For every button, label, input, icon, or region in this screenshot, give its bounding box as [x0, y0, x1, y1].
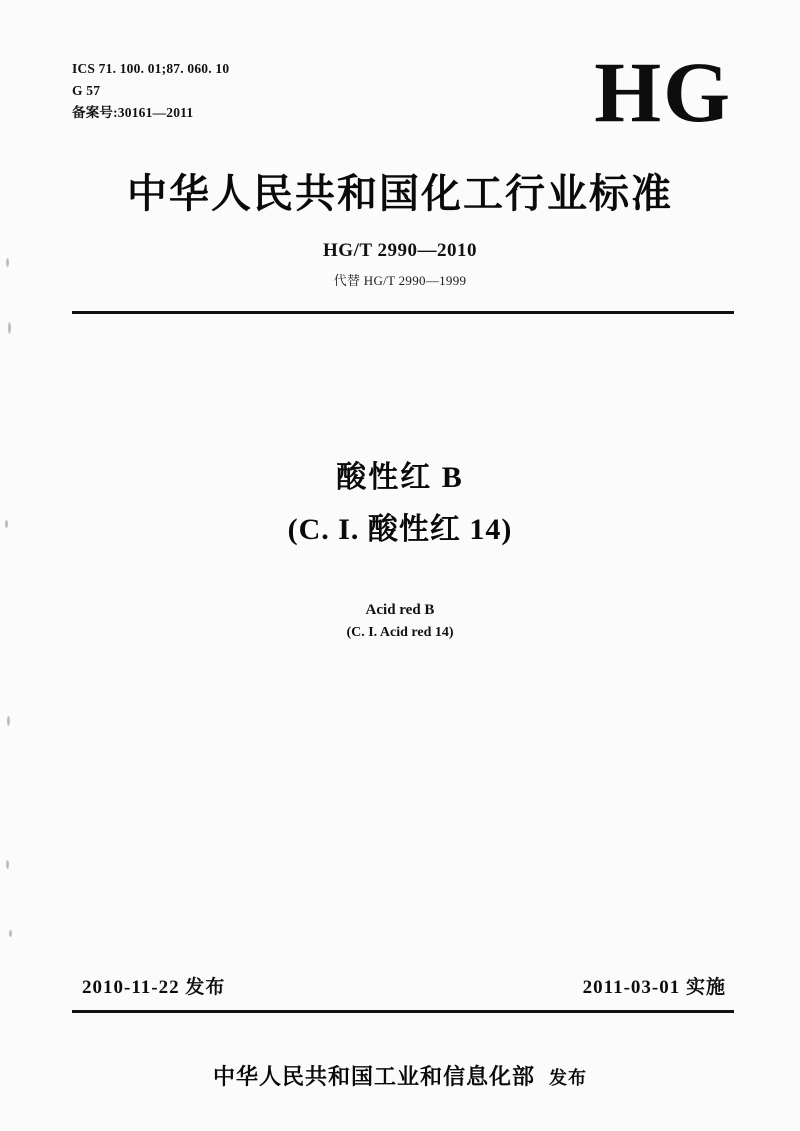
page-title: 中华人民共和国化工行业标准 — [127, 171, 673, 216]
subject-english-name: Acid red B — [365, 602, 435, 618]
hg-logo: HG — [594, 44, 732, 140]
scan-artifact — [8, 322, 11, 334]
divider-top — [72, 311, 734, 314]
subject-english-ci: (C. I. Acid red 14) — [346, 625, 454, 640]
standard-subject — [0, 452, 800, 641]
issuer-action-word: 发布 — [549, 1068, 587, 1088]
implementation-date: 2011-03-01 实施 — [582, 977, 726, 998]
classification-code: G 57 — [72, 82, 101, 98]
divider-bottom — [72, 1010, 734, 1013]
standard-number: HG/T 2990—2010 — [323, 240, 477, 261]
issuer-line — [0, 1060, 800, 1091]
issuer-name: 中华人民共和国工业和信息化部 — [212, 1064, 535, 1089]
subject-chinese-name: 酸性红 B — [336, 461, 464, 494]
subject-chinese-ci: (C. I. 酸性红 14) — [287, 513, 513, 546]
ics-code: ICS 71. 100. 01;87. 060. 10 — [72, 61, 230, 76]
header-metadata — [72, 58, 229, 124]
replaced-standard: 代替 HG/T 2990—1999 — [333, 273, 467, 288]
scan-artifact — [9, 930, 12, 937]
issue-date: 2010-11-22 发布 — [82, 977, 226, 998]
date-row — [82, 972, 726, 999]
record-number: 备案号:30161—2011 — [72, 104, 194, 120]
scan-artifact — [7, 716, 10, 726]
scan-artifact — [6, 860, 9, 869]
